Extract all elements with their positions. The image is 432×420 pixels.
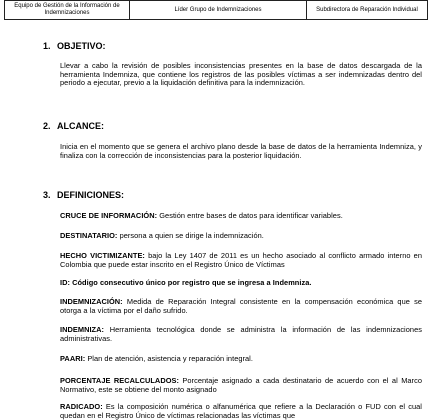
definition-term: DESTINATARIO: xyxy=(60,231,118,240)
definition-text: Medida de Reparación Integral consistente en la compensación económica que se otorga a la víctima por el daño sufrido. xyxy=(60,297,423,315)
definition-text: bajo la Ley 1407 de 2011 es un hecho asociado al conflicto armado interno en Colombia que puede estar inscrito en el Registro Único de Víctimas xyxy=(60,251,422,269)
section-heading: OBJETIVO: xyxy=(57,41,106,51)
section-title-objetivo xyxy=(43,41,106,51)
definition-indemniza xyxy=(60,326,422,343)
section-number: 1. xyxy=(43,41,51,51)
definition-paari xyxy=(60,355,422,364)
definition-term: PORCENTAJE RECALCULADOS: xyxy=(60,376,179,385)
section-heading: ALCANCE: xyxy=(57,121,104,131)
definition-porcentaje-recalculados xyxy=(60,377,422,394)
definition-text: Plan de atención, asistencia y reparación integral. xyxy=(87,354,253,363)
section-number: 2. xyxy=(43,121,51,131)
header-cell-reviewed-by: Líder Grupo de Indemnizaciones xyxy=(130,1,307,20)
definition-term: RADICADO: xyxy=(60,402,103,411)
section-number: 3. xyxy=(43,190,51,200)
header-cell-approved-by: Subdirectora de Reparación Individual xyxy=(307,1,428,20)
section-heading: DEFINICIONES: xyxy=(57,190,125,200)
definition-radicado xyxy=(60,403,422,420)
section-title-definiciones xyxy=(43,190,124,200)
header-cell-prepared-by: Equipo de Gestión de la Información de Indemnizaciones xyxy=(5,1,130,20)
definition-cruce-de-informacion xyxy=(60,212,422,221)
definition-hecho-victimizante xyxy=(60,252,422,269)
definition-term: PAARI: xyxy=(60,354,86,363)
definition-text: Herramienta tecnológica donde se administra la información de las indemnizaciones administrativas. xyxy=(60,325,422,343)
objetivo-paragraph: Llevar a cabo la revisión de posibles inconsistencias presentes en la base de datos descargada de la herramienta Indemniza, que contiene los registros de las posibles víctimas a ser indemnizadas dentro del periodo a ejecutar, previo a la liquidación definitiva para la indemnización. xyxy=(60,61,422,88)
section-title-alcance xyxy=(43,121,104,131)
definition-text: persona a quien se dirige la indemnización. xyxy=(119,231,264,240)
definition-term: ID: Código consecutivo único por registro que se ingresa a Indemniza. xyxy=(60,278,312,287)
definition-text: Porcentaje asignado a cada destinatario de acuerdo con el al Marco Normativo, este se obtiene del monto asignado xyxy=(60,376,422,394)
alcance-paragraph: Inicia en el momento que se genera el archivo plano desde la base de datos de la herramienta Indemniza, y finaliza con la corrección de inconsistencias para la posterior liquidación. xyxy=(60,142,422,160)
definition-term: HECHO VICTIMIZANTE: xyxy=(60,251,145,260)
definition-id xyxy=(60,279,422,288)
definition-text: Es la composición numérica o alfanumérica que refiere a la Declaración o FUD con el cual quedan en el Registro Único de víctimas relacionadas las víctimas que xyxy=(60,402,422,420)
definition-term: CRUCE DE INFORMACIÓN: xyxy=(60,211,158,220)
definition-term: INDEMNIZA: xyxy=(60,325,105,334)
definition-term: INDEMNIZACIÓN: xyxy=(60,297,123,306)
definition-indemnizacion xyxy=(60,298,422,315)
definition-text: Gestión entre bases de datos para identificar variables. xyxy=(159,211,343,220)
definition-destinatario xyxy=(60,232,422,241)
